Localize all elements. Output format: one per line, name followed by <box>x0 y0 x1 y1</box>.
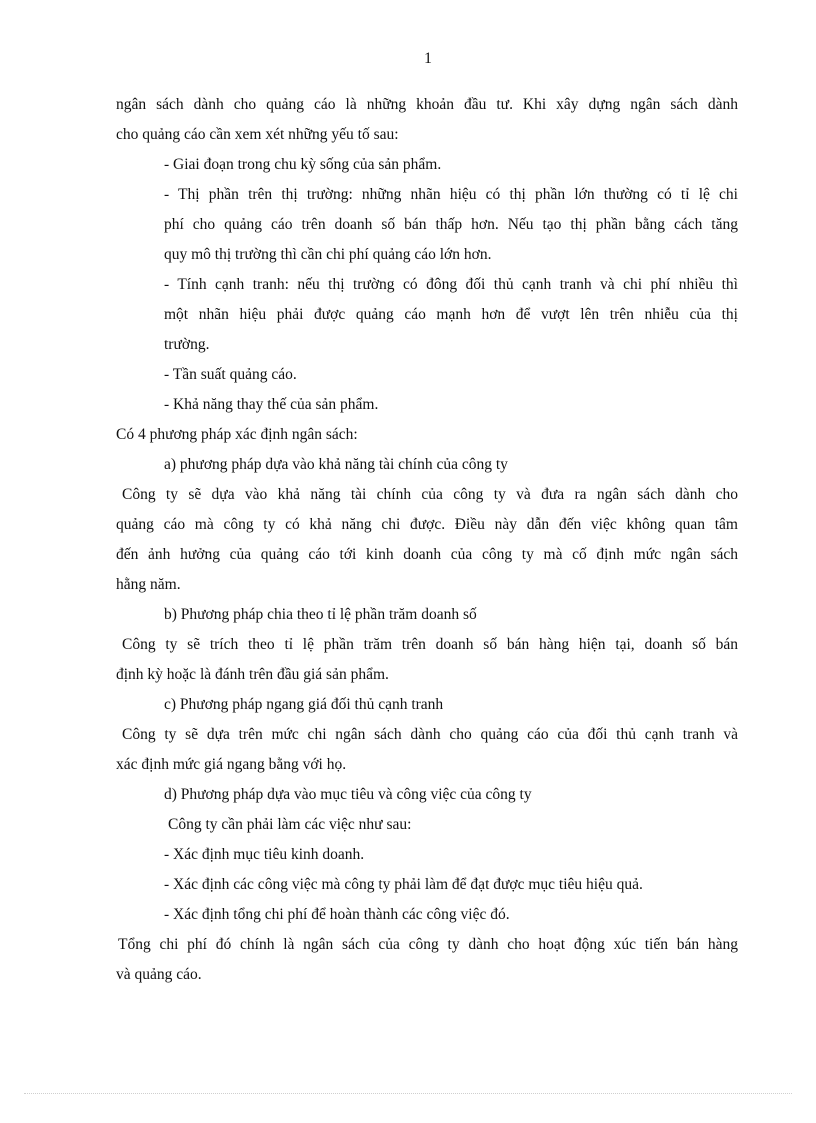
page-number: 1 <box>424 50 432 67</box>
subheading: a) phương pháp dựa vào khả năng tài chính của công ty <box>164 456 508 473</box>
page-bottom-divider <box>24 1093 792 1094</box>
list-item-continuation: trường. <box>164 336 210 353</box>
list-item: - Tính cạnh tranh: nếu thị trường có đông đối thủ cạnh tranh và chi phí nhiều thì <box>164 276 738 293</box>
list-item-continuation: phí cho quảng cáo trên doanh số bán thấp hơn. Nếu tạo thị phần bằng cách tăng <box>164 216 738 233</box>
paragraph-line: quảng cáo mà công ty có khả năng chi được. Điều này dẫn đến việc không quan tâm <box>116 516 738 533</box>
document-body <box>116 90 738 990</box>
subheading: b) Phương pháp chia theo tỉ lệ phần trăm doanh số <box>164 606 477 623</box>
list-item-continuation: một nhãn hiệu phải được quảng cáo mạnh hơn để vượt lên trên nhiễu của thị <box>164 306 738 323</box>
list-item-continuation: quy mô thị trường thì cần chi phí quảng cáo lớn hơn. <box>164 246 492 263</box>
subheading: d) Phương pháp dựa vào mục tiêu và công việc của công ty <box>164 786 532 803</box>
list-item: - Xác định mục tiêu kinh doanh. <box>164 846 365 863</box>
paragraph-line: Tổng chi phí đó chính là ngân sách của công ty dành cho hoạt động xúc tiến bán hàng <box>118 936 738 953</box>
paragraph-line: đến ảnh hưởng của quảng cáo tới kinh doanh của công ty mà cố định mức ngân sách <box>116 546 738 563</box>
subheading: c) Phương pháp ngang giá đối thủ cạnh tranh <box>164 696 444 713</box>
list-item: - Giai đoạn trong chu kỳ sống của sản phẩm. <box>164 156 442 173</box>
paragraph-line: Công ty sẽ dựa vào khả năng tài chính của công ty và đưa ra ngân sách dành cho <box>122 486 738 503</box>
paragraph-line: Công ty sẽ dựa trên mức chi ngân sách dành cho quảng cáo của đối thủ cạnh tranh và <box>122 726 738 743</box>
paragraph-line: ngân sách dành cho quảng cáo là những khoản đầu tư. Khi xây dựng ngân sách dành <box>116 96 738 113</box>
list-item: - Xác định tổng chi phí để hoàn thành các công việc đó. <box>164 906 510 923</box>
paragraph-line: cho quảng cáo cần xem xét những yếu tố sau: <box>116 126 399 143</box>
paragraph-line: Công ty sẽ trích theo tỉ lệ phần trăm trên doanh số bán hàng hiện tại, doanh số bán <box>122 636 738 653</box>
list-item: - Xác định các công việc mà công ty phải làm để đạt được mục tiêu hiệu quả. <box>164 876 643 893</box>
list-item: - Khả năng thay thế của sản phẩm. <box>164 396 379 413</box>
paragraph-line: Có 4 phương pháp xác định ngân sách: <box>116 426 358 443</box>
list-item: - Tần suất quảng cáo. <box>164 366 297 383</box>
paragraph-line: và quảng cáo. <box>116 966 202 983</box>
paragraph-line: Công ty cần phải làm các việc như sau: <box>168 816 412 833</box>
paragraph-line: xác định mức giá ngang bằng với họ. <box>116 756 347 773</box>
paragraph-line: hằng năm. <box>116 576 181 593</box>
paragraph-line: định kỳ hoặc là đánh trên đầu giá sản phẩm. <box>116 666 389 683</box>
list-item: - Thị phần trên thị trường: những nhãn hiệu có thị phần lớn thường có tỉ lệ chi <box>164 186 738 203</box>
